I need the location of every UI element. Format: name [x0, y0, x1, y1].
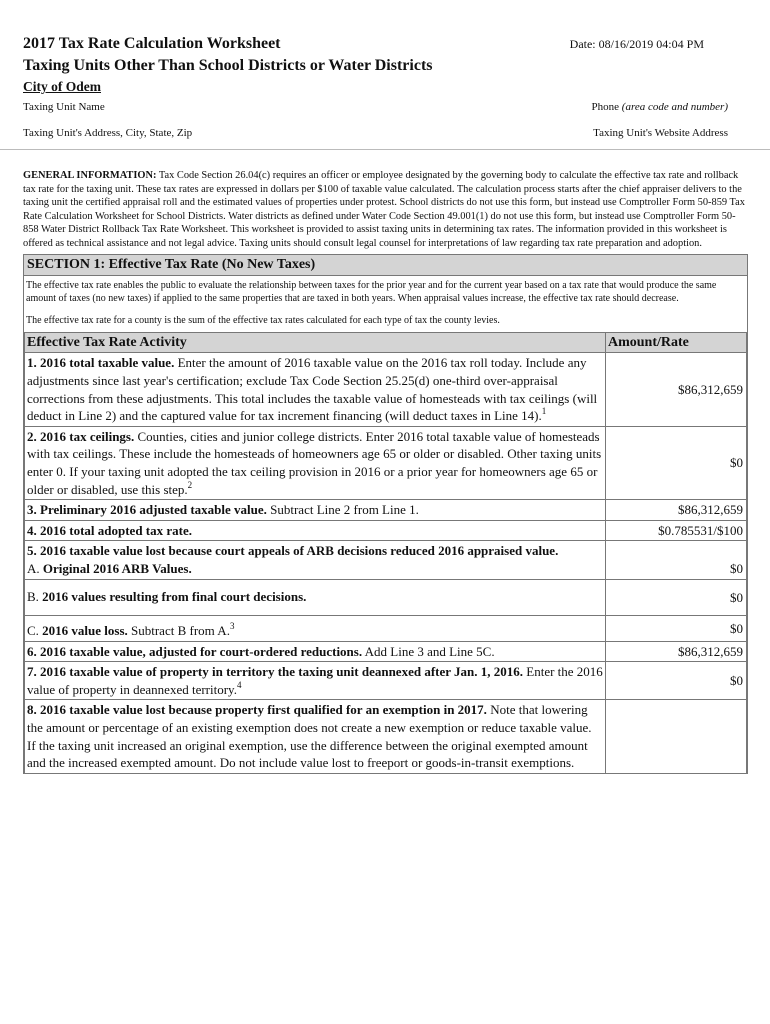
line-5b-description [25, 579, 606, 616]
line-8-title: 8. 2016 taxable value lost because property first qualified for an exemption in 2017. [27, 702, 487, 718]
line-1-title: 1. 2016 total taxable value. [27, 355, 175, 371]
line-3-title: 3. Preliminary 2016 adjusted taxable value. [27, 502, 267, 518]
phone-label-group [592, 101, 728, 113]
line-7-text: Enter the 2016 value of property in deannexed territory. [27, 664, 603, 697]
line-5b-title: 2016 values resulting from final court decisions. [42, 588, 307, 604]
line-5c-prefix: C. [27, 623, 43, 639]
website-label: Taxing Unit's Website Address [593, 127, 728, 139]
table-row-line-5c [25, 616, 747, 642]
line-3-text: Subtract Line 2 from Line 1. [266, 502, 419, 518]
table-row-line-5a [25, 541, 747, 579]
line-1-description [25, 353, 606, 426]
table-row-line-6 [25, 641, 747, 662]
line-5c-amount: $0 [606, 616, 747, 642]
section-1-intro-p1: The effective tax rate enables the public to evaluate the relationship between taxes for the prior year and for the current year based on a tax rate that would produce the same amount of taxes (no new taxes) if applied to the same properties that are taxed in both years. When appraisal values increase, the effective tax rate should decrease. [26, 279, 717, 304]
worksheet-title: 2017 Tax Rate Calculation Worksheet [23, 35, 281, 52]
name-phone-row [23, 101, 748, 113]
line-5b-amount: $0 [606, 579, 747, 616]
line-6-title: 6. 2016 taxable value, adjusted for court-ordered reductions. [27, 643, 363, 659]
line-1-footnote: 1 [541, 406, 547, 417]
address-website-row [23, 127, 748, 139]
line-3-description [25, 500, 606, 521]
table-row-line-3 [25, 500, 747, 521]
table-row-line-8 [25, 700, 747, 773]
line-2-amount: $0 [606, 426, 747, 499]
line-2-footnote: 2 [187, 479, 193, 490]
section-1-intro [24, 276, 747, 332]
line-2-description [25, 426, 606, 499]
line-5c-footnote: 3 [229, 621, 235, 632]
section-1-title: SECTION 1: Effective Tax Rate (No New Taxes) [24, 255, 747, 276]
line-7-footnote: 4 [236, 679, 242, 690]
section-1 [23, 254, 748, 774]
line-3-amount: $86,312,659 [606, 500, 747, 521]
phone-hint: (area code and number) [621, 101, 728, 113]
line-4-amount: $0.785531/$100 [606, 520, 747, 541]
line-2-text: Counties, cities and junior college districts. Enter 2016 total taxable value of homesteads with tax ceilings. These include the homesteads of homeowners age 65 or older or disabled. Other taxing units enter 0. If your taxing unit adopted the tax ceiling provision in 2016 or a prior year for homeowners age 65 or older or disabled, use this step. [27, 428, 602, 497]
table-row-line-2 [25, 426, 747, 499]
table-row-line-1 [25, 353, 747, 426]
general-information [23, 169, 748, 251]
line-5a-amount: $0 [606, 541, 747, 579]
line-5a-prefix: A. [27, 560, 43, 576]
line-4-title: 4. 2016 total adopted tax rate. [27, 522, 193, 538]
line-4-description [25, 520, 606, 541]
line-5c-description [25, 616, 606, 642]
worksheet-subtitle: Taxing Units Other Than School Districts or Water Districts [23, 57, 433, 74]
line-5a-description [25, 541, 606, 579]
line-6-description [25, 641, 606, 662]
line-1-amount: $86,312,659 [606, 353, 747, 426]
phone-label: Phone [591, 101, 622, 113]
line-8-description [25, 700, 606, 773]
table-header-row [25, 332, 747, 353]
line-5-title: 5. 2016 taxable value lost because court appeals of ARB decisions reduced 2016 appraised value. [27, 543, 559, 559]
header-divider [0, 149, 770, 150]
worksheet-page [23, 0, 748, 774]
line-7-title: 7. 2016 taxable value of property in territory the taxing unit deannexed after Jan. 1, 2016. [27, 664, 524, 680]
line-8-text: Note that lowering the amount or percentage of an existing exemption does not create a new exemption or reduce taxable value. If the taxing unit increased an original exemption, use the difference between the original exempted amount and the increased exempted amount. Do not include value lost to freeport or goods-in-transit exemptions. [27, 702, 592, 771]
table-row-line-5b [25, 579, 747, 616]
general-information-text: Tax Code Section 26.04(c) requires an officer or employee designated by the governing body to calculate the effective tax rate and rollback tax rate for the taxing unit. These tax rates are expressed in dollars per $100 of taxable value calculated. The calculation process starts after the chief appraiser delivers to the taxing unit the certified appraisal roll and the estimated values of properties under protest. School districts do not use this form, but instead use Comptroller Form 50-859 Tax Rate Calculation Worksheet for School Districts. Water districts as defined under Water Code Section 49.001(1) do not use this form, but instead use Comptroller Form 50-858 Water District Rollback Tax Rate Worksheet. This worksheet is provided to assist taxing units in determining tax rates. The information provided in this worksheet is offered as technical assistance and not legal advice. Taxing units should consult legal counsel for interpretations of law regarding tax rate preparation and adoption. [23, 170, 745, 249]
line-2-title: 2. 2016 tax ceilings. [27, 428, 135, 444]
line-6-amount: $86,312,659 [606, 641, 747, 662]
line-7-amount: $0 [606, 662, 747, 700]
header-top-row [23, 33, 748, 55]
table-row-line-4 [25, 520, 747, 541]
line-6-text: Add Line 3 and Line 5C. [362, 643, 495, 659]
taxing-unit-name: City of Odem [23, 79, 101, 94]
taxing-unit-name-label: Taxing Unit Name [23, 101, 105, 113]
col-amount-header: Amount/Rate [606, 332, 747, 353]
col-activity-header: Effective Tax Rate Activity [25, 332, 606, 353]
line-5c-text: Subtract B from A. [127, 623, 230, 639]
worksheet-date: Date: 08/16/2019 04:04 PM [569, 37, 704, 51]
line-5a-title: Original 2016 ARB Values. [42, 560, 192, 576]
section-1-intro-p2: The effective tax rate for a county is the sum of the effective tax rates calculated for each type of tax the county levies. [26, 315, 500, 327]
address-label: Taxing Unit's Address, City, State, Zip [23, 127, 193, 139]
table-row-line-7 [25, 662, 747, 700]
line-1-text: Enter the amount of 2016 taxable value on the 2016 tax roll today. Include any adjustments since last year's certification; exclude Tax Code Section 25.25(d) one-third over-appraisal corrections from these adjustments. This total includes the taxable value of homesteads with tax ceilings (will deduct in Line 2) and the captured value for tax increment financing (will deduct taxes in Line 14). [27, 355, 598, 424]
general-information-lead: GENERAL INFORMATION: [23, 170, 157, 181]
line-8-amount [606, 700, 747, 773]
effective-tax-rate-table [24, 332, 747, 774]
line-7-description [25, 662, 606, 700]
line-5b-prefix: B. [27, 588, 43, 604]
line-5c-title: 2016 value loss. [42, 623, 128, 639]
